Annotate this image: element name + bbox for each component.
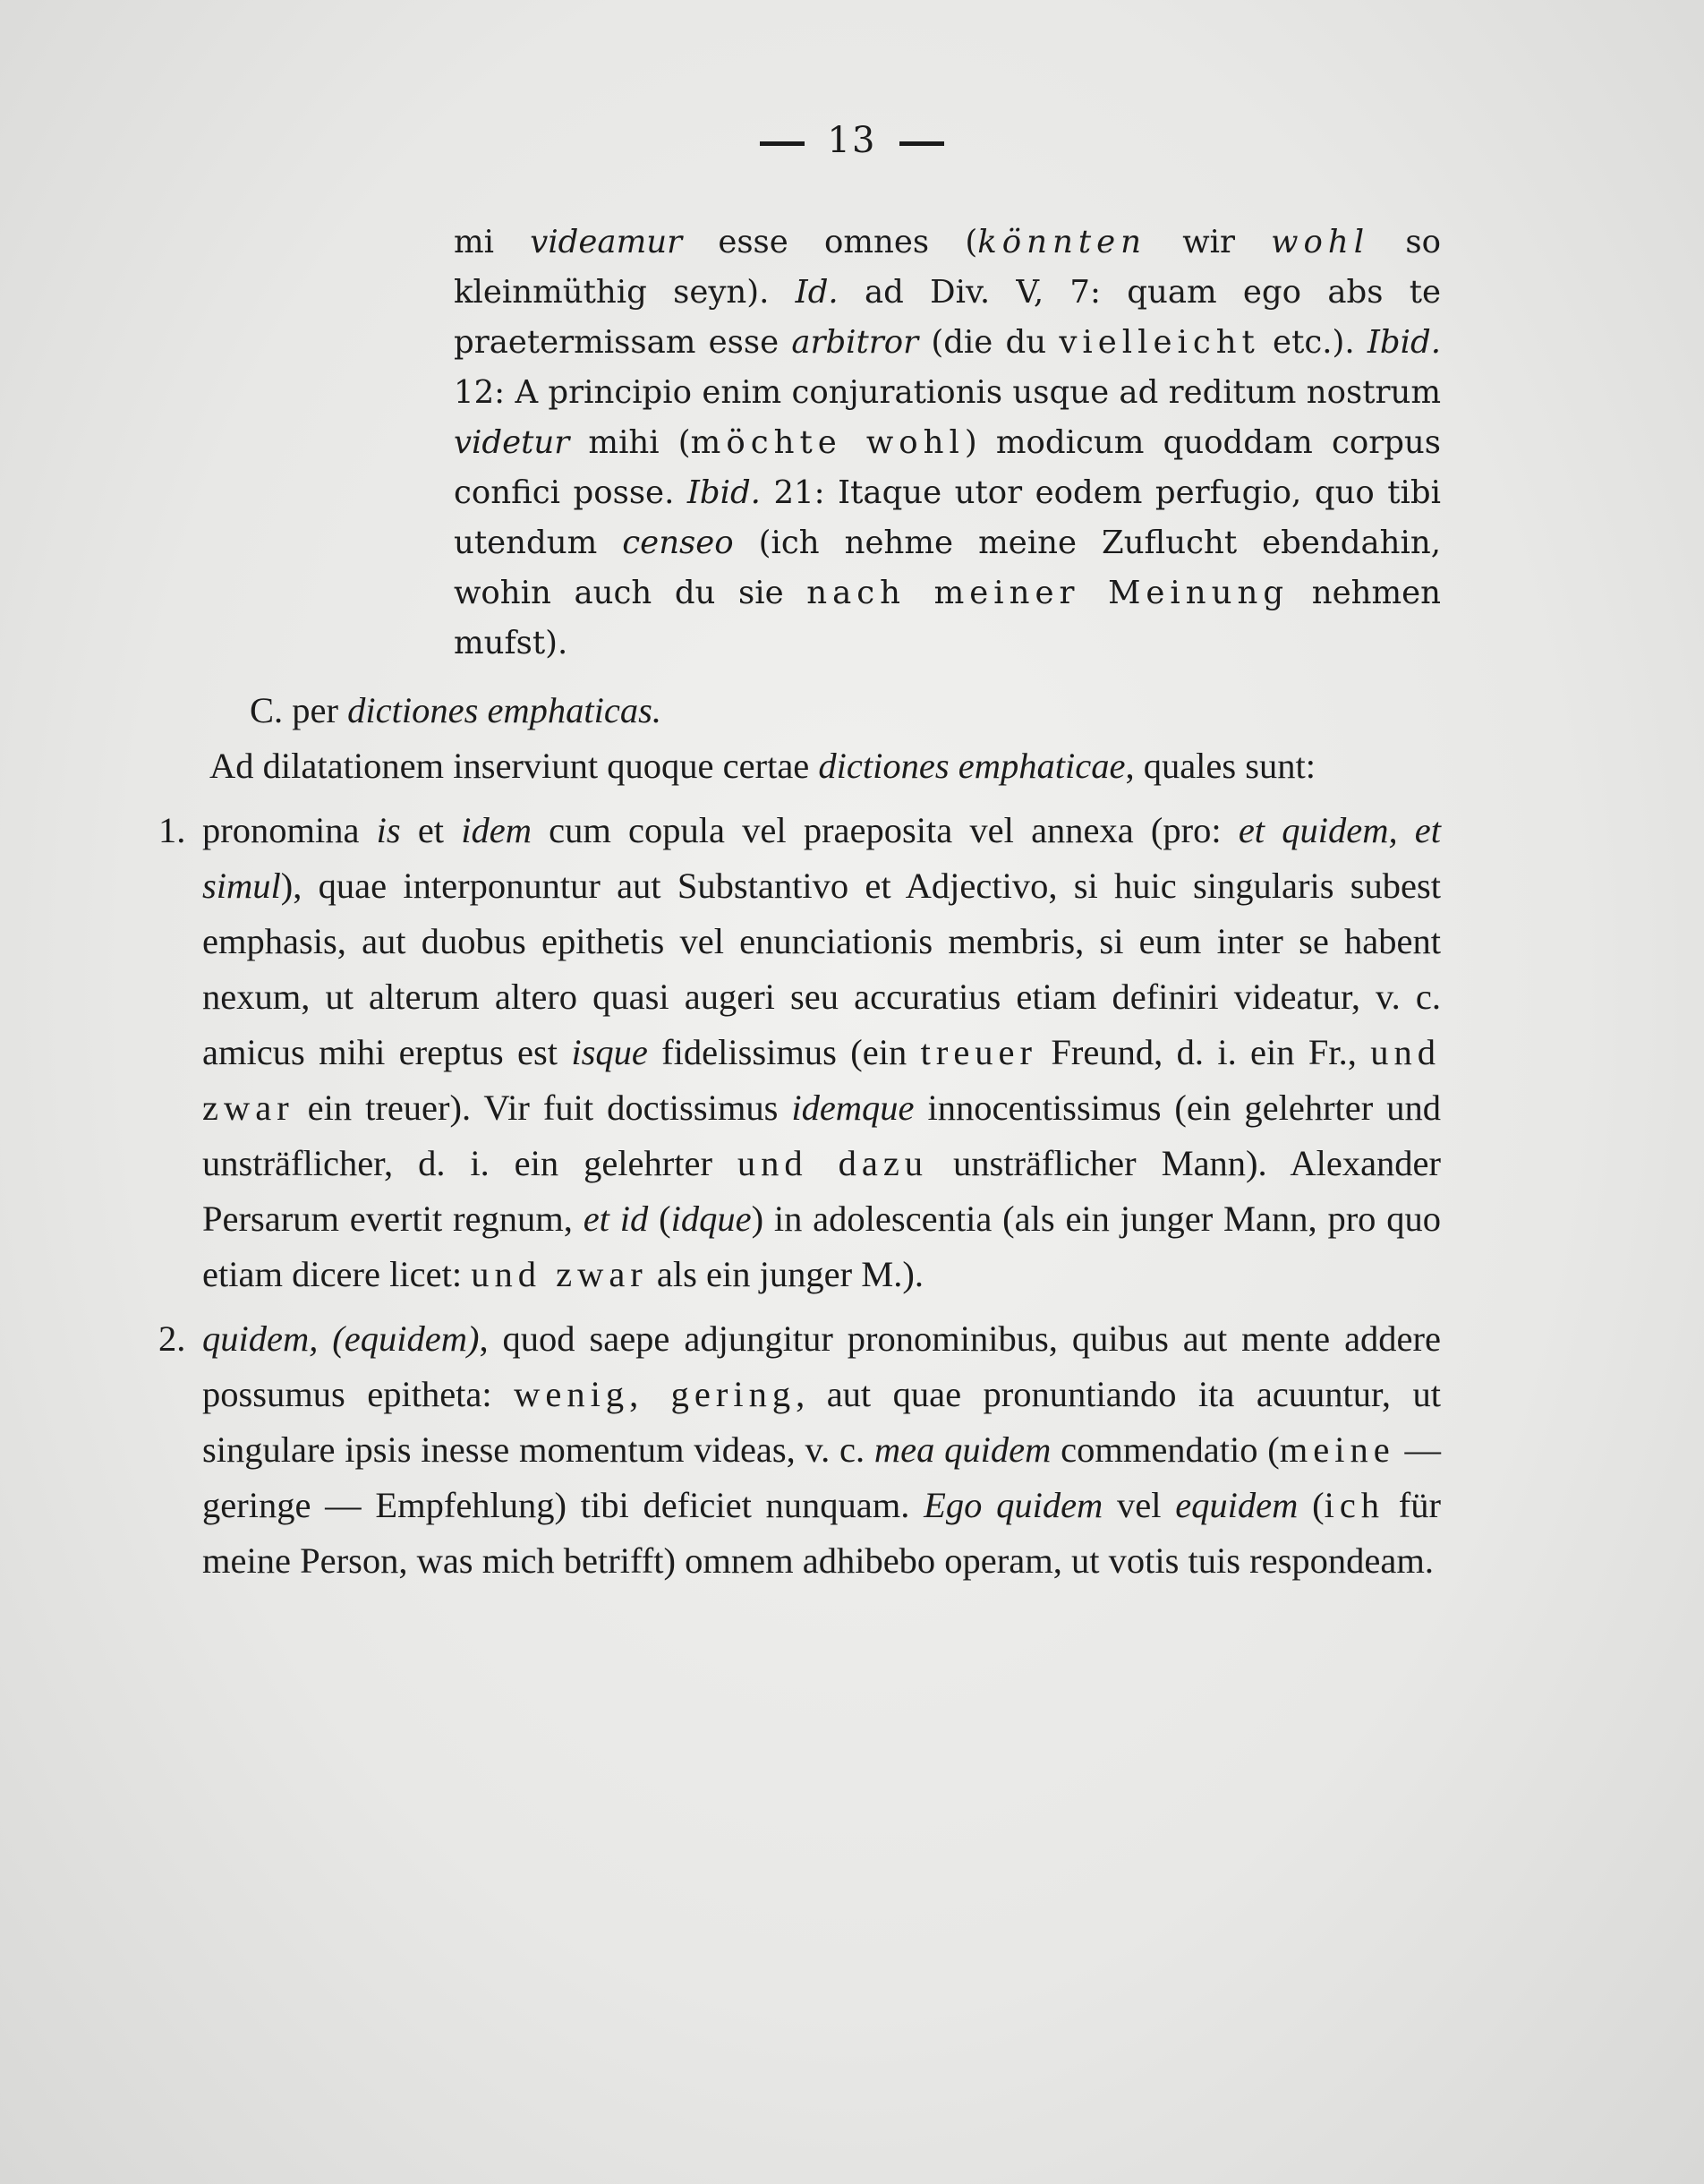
text-run: (die du	[918, 324, 1060, 361]
header-dash-left	[760, 141, 805, 146]
italic-phrase: equidem	[1175, 1485, 1299, 1525]
text-run: et	[400, 810, 462, 850]
italic-phrase: videtur	[454, 424, 570, 461]
text-run: so kleinmüthig seyn).	[454, 224, 1441, 311]
text-run: pronomina	[202, 810, 377, 850]
italic-phrase: et quidem, et simul	[202, 810, 1441, 906]
item-number: 1.	[158, 810, 186, 850]
text-run: wir	[1146, 224, 1272, 260]
spaced-phrase: meine	[1279, 1429, 1395, 1470]
italic-phrase: idem	[461, 810, 532, 850]
italic-phrase: idemque	[791, 1088, 915, 1128]
text-run: vel	[1103, 1485, 1176, 1525]
italic-phrase: is	[376, 810, 401, 850]
section-label-italic: dictiones emphaticas.	[347, 690, 662, 730]
text-run: mi	[454, 224, 531, 260]
text-run: mihi (	[569, 424, 691, 461]
text-run: Freund, d. i. ein Fr.,	[1037, 1032, 1371, 1072]
item-text	[202, 1311, 1441, 1589]
section-heading	[250, 683, 1441, 738]
spaced-phrase: und zwar	[471, 1254, 648, 1294]
text-run: (	[1298, 1485, 1325, 1525]
italic-phrase: Ego quidem	[924, 1485, 1103, 1525]
spaced-phrase: nach meiner Meinung	[806, 575, 1290, 611]
main-text	[120, 683, 1441, 1589]
spaced-phrase: und zwar	[202, 1032, 1441, 1128]
italic-phrase: dictiones emphaticae	[818, 746, 1126, 786]
spaced-phrase: ich	[1324, 1485, 1385, 1525]
text-run: 21: Itaque utor eodem perfugio, quo tibi utendum	[454, 474, 1441, 561]
text-run: esse omnes (	[682, 224, 978, 260]
page-number: 13	[827, 120, 877, 161]
text-run: (	[648, 1199, 671, 1239]
italic-phrase: quidem, (equidem)	[202, 1318, 480, 1359]
text-run: (ich nehme meine Zuflucht ebendahin, wohin auch du sie	[454, 525, 1442, 611]
italic-phrase: könnten	[977, 224, 1146, 260]
italic-phrase: et id	[583, 1199, 649, 1239]
text-run: 12: A principio enim conjurationis usque ad reditum nostrum	[454, 374, 1441, 411]
text-run: ein treuer). Vir fuit doctissimus	[294, 1088, 792, 1128]
text-run: , quod saepe adjungitur pronominibus, quibus aut mente addere possumus epitheta:	[202, 1318, 1441, 1414]
item-text	[202, 803, 1441, 1302]
section-label: C. per	[250, 690, 348, 730]
italic-phrase: wohl	[1271, 224, 1370, 260]
text-run: ), quae interponuntur aut Substantivo et Adjectivo, si huic singularis subest emphasis, aut duobus epithetis vel enunciationis membris, si eum inter se habent nexum, ut alterum altero quasi augeri seu accuratius etiam definiri videatur, v. c. amicus mihi ereptus est	[202, 866, 1441, 1072]
list-item	[120, 1311, 1441, 1589]
italic-phrase: censeo	[622, 525, 734, 561]
text-run: cum copula vel praeposita vel annexa (pro:	[531, 810, 1239, 850]
text-run: als ein junger M.).	[647, 1254, 924, 1294]
text-run: ) modicum quoddam corpus confici posse.	[454, 424, 1442, 511]
item-number: 2.	[158, 1318, 186, 1359]
text-run: innocentissimus (ein gelehrter und unsträflicher, d. i. ein gelehrter	[202, 1088, 1441, 1183]
list-item	[120, 803, 1441, 1302]
text-run: , quales sunt:	[1125, 746, 1316, 786]
header-dash-right	[899, 141, 944, 146]
italic-phrase: videamur	[530, 224, 683, 260]
page-header	[0, 120, 1704, 161]
italic-phrase: idque	[670, 1199, 752, 1239]
italic-phrase: Id.	[795, 274, 839, 311]
italic-phrase: arbitror	[791, 324, 919, 361]
text-run: commendatio (	[1051, 1429, 1280, 1470]
text-run: nehmen mufst).	[454, 575, 1441, 661]
text-run: etc.).	[1259, 324, 1367, 361]
spaced-phrase: und dazu	[737, 1143, 929, 1183]
spaced-phrase: vielleicht	[1059, 324, 1260, 361]
text-run: Ad dilatationem inserviunt quoque certae	[209, 746, 819, 786]
text-run: , aut quae pronuntiando ita acuuntur, ut singulare ipsis inesse momentum videas, v. c.	[202, 1374, 1441, 1470]
spaced-phrase: treuer	[920, 1032, 1038, 1072]
italic-phrase: Ibid.	[1367, 324, 1441, 361]
spaced-phrase: möchte wohl	[690, 424, 965, 461]
italic-phrase: isque	[571, 1032, 648, 1072]
intro-paragraph	[120, 738, 1441, 794]
text-run: für meine Person, was mich betrifft) omnem adhibebo operam, ut votis tuis respondeam.	[202, 1485, 1441, 1581]
text-run: ) in adolescentia (als ein junger Mann, pro quo etiam dicere licet:	[202, 1199, 1442, 1294]
text-run: fidelissimus (ein	[647, 1032, 921, 1072]
spaced-phrase: wenig, gering	[514, 1374, 797, 1414]
italic-phrase: Ibid.	[686, 474, 761, 511]
text-run: — geringe — Empfehlung) tibi deficiet nunquam.	[202, 1429, 1441, 1525]
text-run: ad Div. V, 7: quam ego abs te praetermissam esse	[454, 274, 1441, 361]
italic-phrase: mea quidem	[873, 1429, 1052, 1470]
text-run: unsträflicher Mann). Alexander Persarum evertit regnum,	[202, 1143, 1442, 1239]
footnote-paragraph	[454, 218, 1441, 669]
